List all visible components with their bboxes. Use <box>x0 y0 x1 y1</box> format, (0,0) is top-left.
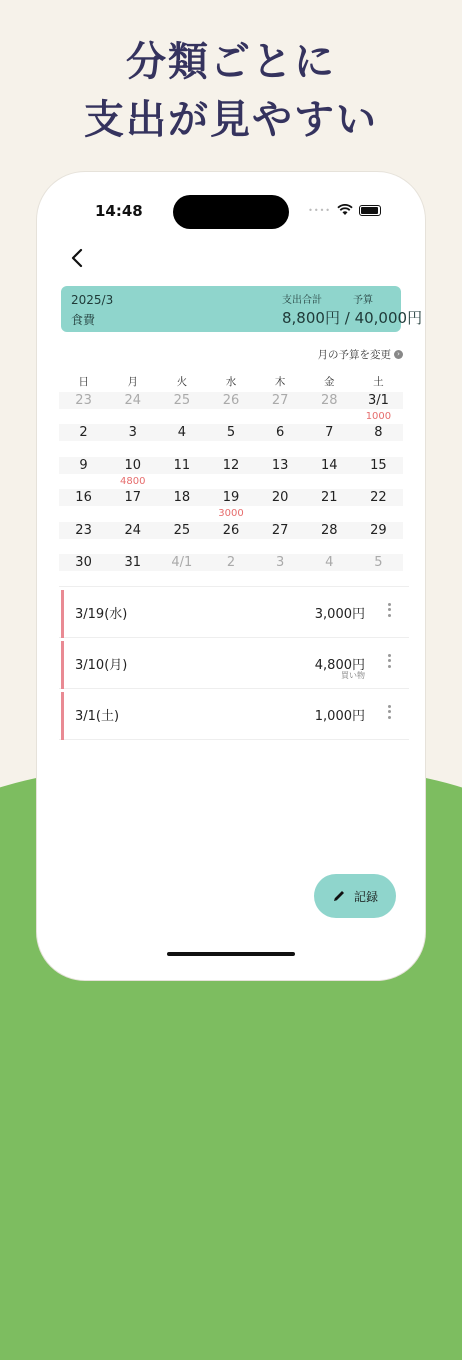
calendar-week <box>59 392 403 424</box>
change-budget-label: 月の予算を変更 <box>317 349 391 361</box>
budget-value: 40,000円 <box>354 309 423 327</box>
calendar-day[interactable] <box>354 522 403 554</box>
day-expense-amount: 4800 <box>119 475 146 487</box>
day-number: 5 <box>206 424 255 441</box>
headline-line-2: 支出が見やすい <box>84 97 378 143</box>
day-number: 6 <box>256 424 305 441</box>
summary-category: 食費 <box>71 313 96 327</box>
day-number: 2 <box>59 424 108 441</box>
day-number: 4 <box>305 554 354 571</box>
calendar-day[interactable] <box>108 554 157 586</box>
calendar-day[interactable] <box>305 392 354 424</box>
calendar <box>59 372 403 586</box>
budget-summary-card <box>61 286 423 332</box>
record-button-label: 記録 <box>353 889 378 904</box>
status-time: 14:48 <box>95 202 143 220</box>
calendar-day[interactable] <box>157 489 206 521</box>
calendar-day[interactable] <box>256 424 305 456</box>
calendar-day[interactable] <box>206 457 255 489</box>
summary-period: 2025/3 <box>71 293 114 307</box>
expense-amount: 4,800円 <box>314 658 365 673</box>
more-vertical-icon[interactable] <box>385 703 393 723</box>
weekday-label: 金 <box>324 376 335 388</box>
day-number: 27 <box>256 522 305 539</box>
change-budget-link[interactable] <box>318 347 404 362</box>
expense-row[interactable] <box>59 638 409 689</box>
day-number: 26 <box>206 392 255 409</box>
weekday-label: 月 <box>127 376 138 388</box>
calendar-day[interactable] <box>206 522 255 554</box>
budget-label: 予算 <box>353 295 373 306</box>
dynamic-island <box>173 195 289 229</box>
calendar-day[interactable] <box>157 392 206 424</box>
total-value: 8,800円 <box>282 309 340 327</box>
day-number: 13 <box>256 457 305 474</box>
arrow-right-circle-icon: › <box>394 350 403 359</box>
weekday-label: 水 <box>225 376 237 388</box>
pencil-icon <box>332 889 346 903</box>
total-label: 支出合計 <box>282 295 322 306</box>
expense-date: 3/10(月) <box>75 658 128 673</box>
day-number: 11 <box>157 457 206 474</box>
expense-row[interactable] <box>59 587 409 638</box>
calendar-day[interactable] <box>206 424 255 456</box>
calendar-week <box>59 457 403 489</box>
more-vertical-icon[interactable] <box>385 652 393 672</box>
expense-date: 3/19(水) <box>75 607 128 622</box>
day-number: 9 <box>59 457 108 474</box>
day-number: 4/1 <box>157 554 206 571</box>
day-number: 3 <box>108 424 157 441</box>
calendar-day[interactable] <box>354 392 403 424</box>
day-number: 19 <box>206 489 255 506</box>
day-number: 3 <box>256 554 305 571</box>
calendar-day[interactable] <box>354 424 403 456</box>
day-number: 18 <box>157 489 206 506</box>
day-number: 4 <box>157 424 206 441</box>
calendar-day[interactable] <box>59 522 108 554</box>
calendar-day[interactable] <box>256 554 305 586</box>
calendar-weekday-header <box>59 372 403 392</box>
calendar-week <box>59 554 403 586</box>
signal-icon: •••• <box>308 205 331 215</box>
calendar-week <box>59 424 403 456</box>
day-number: 20 <box>256 489 305 506</box>
day-number: 28 <box>305 392 354 409</box>
calendar-day[interactable] <box>157 424 206 456</box>
value-separator: / <box>344 309 350 327</box>
status-icons <box>308 204 381 216</box>
day-number: 29 <box>354 522 403 539</box>
weekday-label: 土 <box>373 376 384 388</box>
day-number: 22 <box>354 489 403 506</box>
day-number: 23 <box>59 522 108 539</box>
calendar-day[interactable] <box>354 554 403 586</box>
calendar-day[interactable] <box>256 457 305 489</box>
day-number: 3/1 <box>354 392 403 409</box>
calendar-day[interactable] <box>59 489 108 521</box>
calendar-day[interactable] <box>157 457 206 489</box>
day-number: 7 <box>305 424 354 441</box>
calendar-day[interactable] <box>59 392 108 424</box>
calendar-day[interactable] <box>206 392 255 424</box>
day-number: 25 <box>157 522 206 539</box>
back-chevron-icon[interactable] <box>67 245 89 271</box>
day-number: 25 <box>157 392 206 409</box>
day-number: 5 <box>354 554 403 571</box>
calendar-day[interactable] <box>305 554 354 586</box>
calendar-day[interactable] <box>59 424 108 456</box>
calendar-day[interactable] <box>305 489 354 521</box>
expense-note: 買い物 <box>341 671 365 680</box>
calendar-day[interactable] <box>354 457 403 489</box>
calendar-day[interactable] <box>256 392 305 424</box>
calendar-day[interactable] <box>256 522 305 554</box>
weekday-label: 火 <box>176 376 188 388</box>
summary-values <box>282 307 422 328</box>
calendar-day[interactable] <box>305 522 354 554</box>
category-color-bar <box>61 641 64 689</box>
calendar-day[interactable] <box>305 424 354 456</box>
day-number: 10 <box>108 457 157 474</box>
day-number: 23 <box>59 392 108 409</box>
day-number: 14 <box>305 457 354 474</box>
calendar-day[interactable] <box>108 522 157 554</box>
calendar-day[interactable] <box>206 489 255 521</box>
weekday-label: 木 <box>274 376 286 388</box>
day-number: 15 <box>354 457 403 474</box>
calendar-day[interactable] <box>59 457 108 489</box>
day-number: 8 <box>354 424 403 441</box>
calendar-week <box>59 522 403 554</box>
day-expense-amount: 3000 <box>218 508 244 520</box>
day-number: 24 <box>108 392 157 409</box>
calendar-grid <box>59 392 403 586</box>
wifi-icon <box>337 204 353 216</box>
day-number: 21 <box>305 489 354 506</box>
calendar-day[interactable] <box>256 489 305 521</box>
calendar-day[interactable] <box>157 522 206 554</box>
weekday-label: 日 <box>78 376 89 388</box>
calendar-day[interactable] <box>108 457 157 489</box>
day-expense-amount: 1000 <box>365 411 392 422</box>
calendar-day[interactable] <box>206 554 255 586</box>
calendar-day[interactable] <box>108 392 157 424</box>
category-color-bar <box>61 692 64 740</box>
calendar-day[interactable] <box>305 457 354 489</box>
day-number: 2 <box>206 554 255 571</box>
battery-icon <box>359 205 381 216</box>
expense-date: 3/1(土) <box>75 709 120 724</box>
day-number: 27 <box>256 392 305 409</box>
day-number: 16 <box>59 489 108 506</box>
phone-screen <box>37 172 425 980</box>
expense-list <box>59 586 409 740</box>
calendar-week <box>59 489 403 521</box>
day-number: 31 <box>108 554 157 571</box>
day-number: 17 <box>108 489 157 506</box>
day-number: 28 <box>305 522 354 539</box>
category-color-bar <box>61 590 64 638</box>
expense-row[interactable] <box>59 689 409 740</box>
expense-amount: 1,000円 <box>314 709 365 724</box>
calendar-day[interactable] <box>59 554 108 586</box>
record-button[interactable] <box>314 874 396 918</box>
calendar-day[interactable] <box>108 489 157 521</box>
more-vertical-icon[interactable] <box>385 601 393 621</box>
day-number: 26 <box>206 522 255 539</box>
calendar-day[interactable] <box>108 424 157 456</box>
expense-amount: 3,000円 <box>314 607 365 622</box>
day-number: 24 <box>108 522 157 539</box>
day-number: 30 <box>59 554 108 571</box>
headline-line-1: 分類ごとに <box>126 39 336 85</box>
home-indicator <box>167 952 295 956</box>
day-number: 12 <box>206 457 255 474</box>
calendar-day[interactable] <box>157 554 206 586</box>
calendar-day[interactable] <box>354 489 403 521</box>
